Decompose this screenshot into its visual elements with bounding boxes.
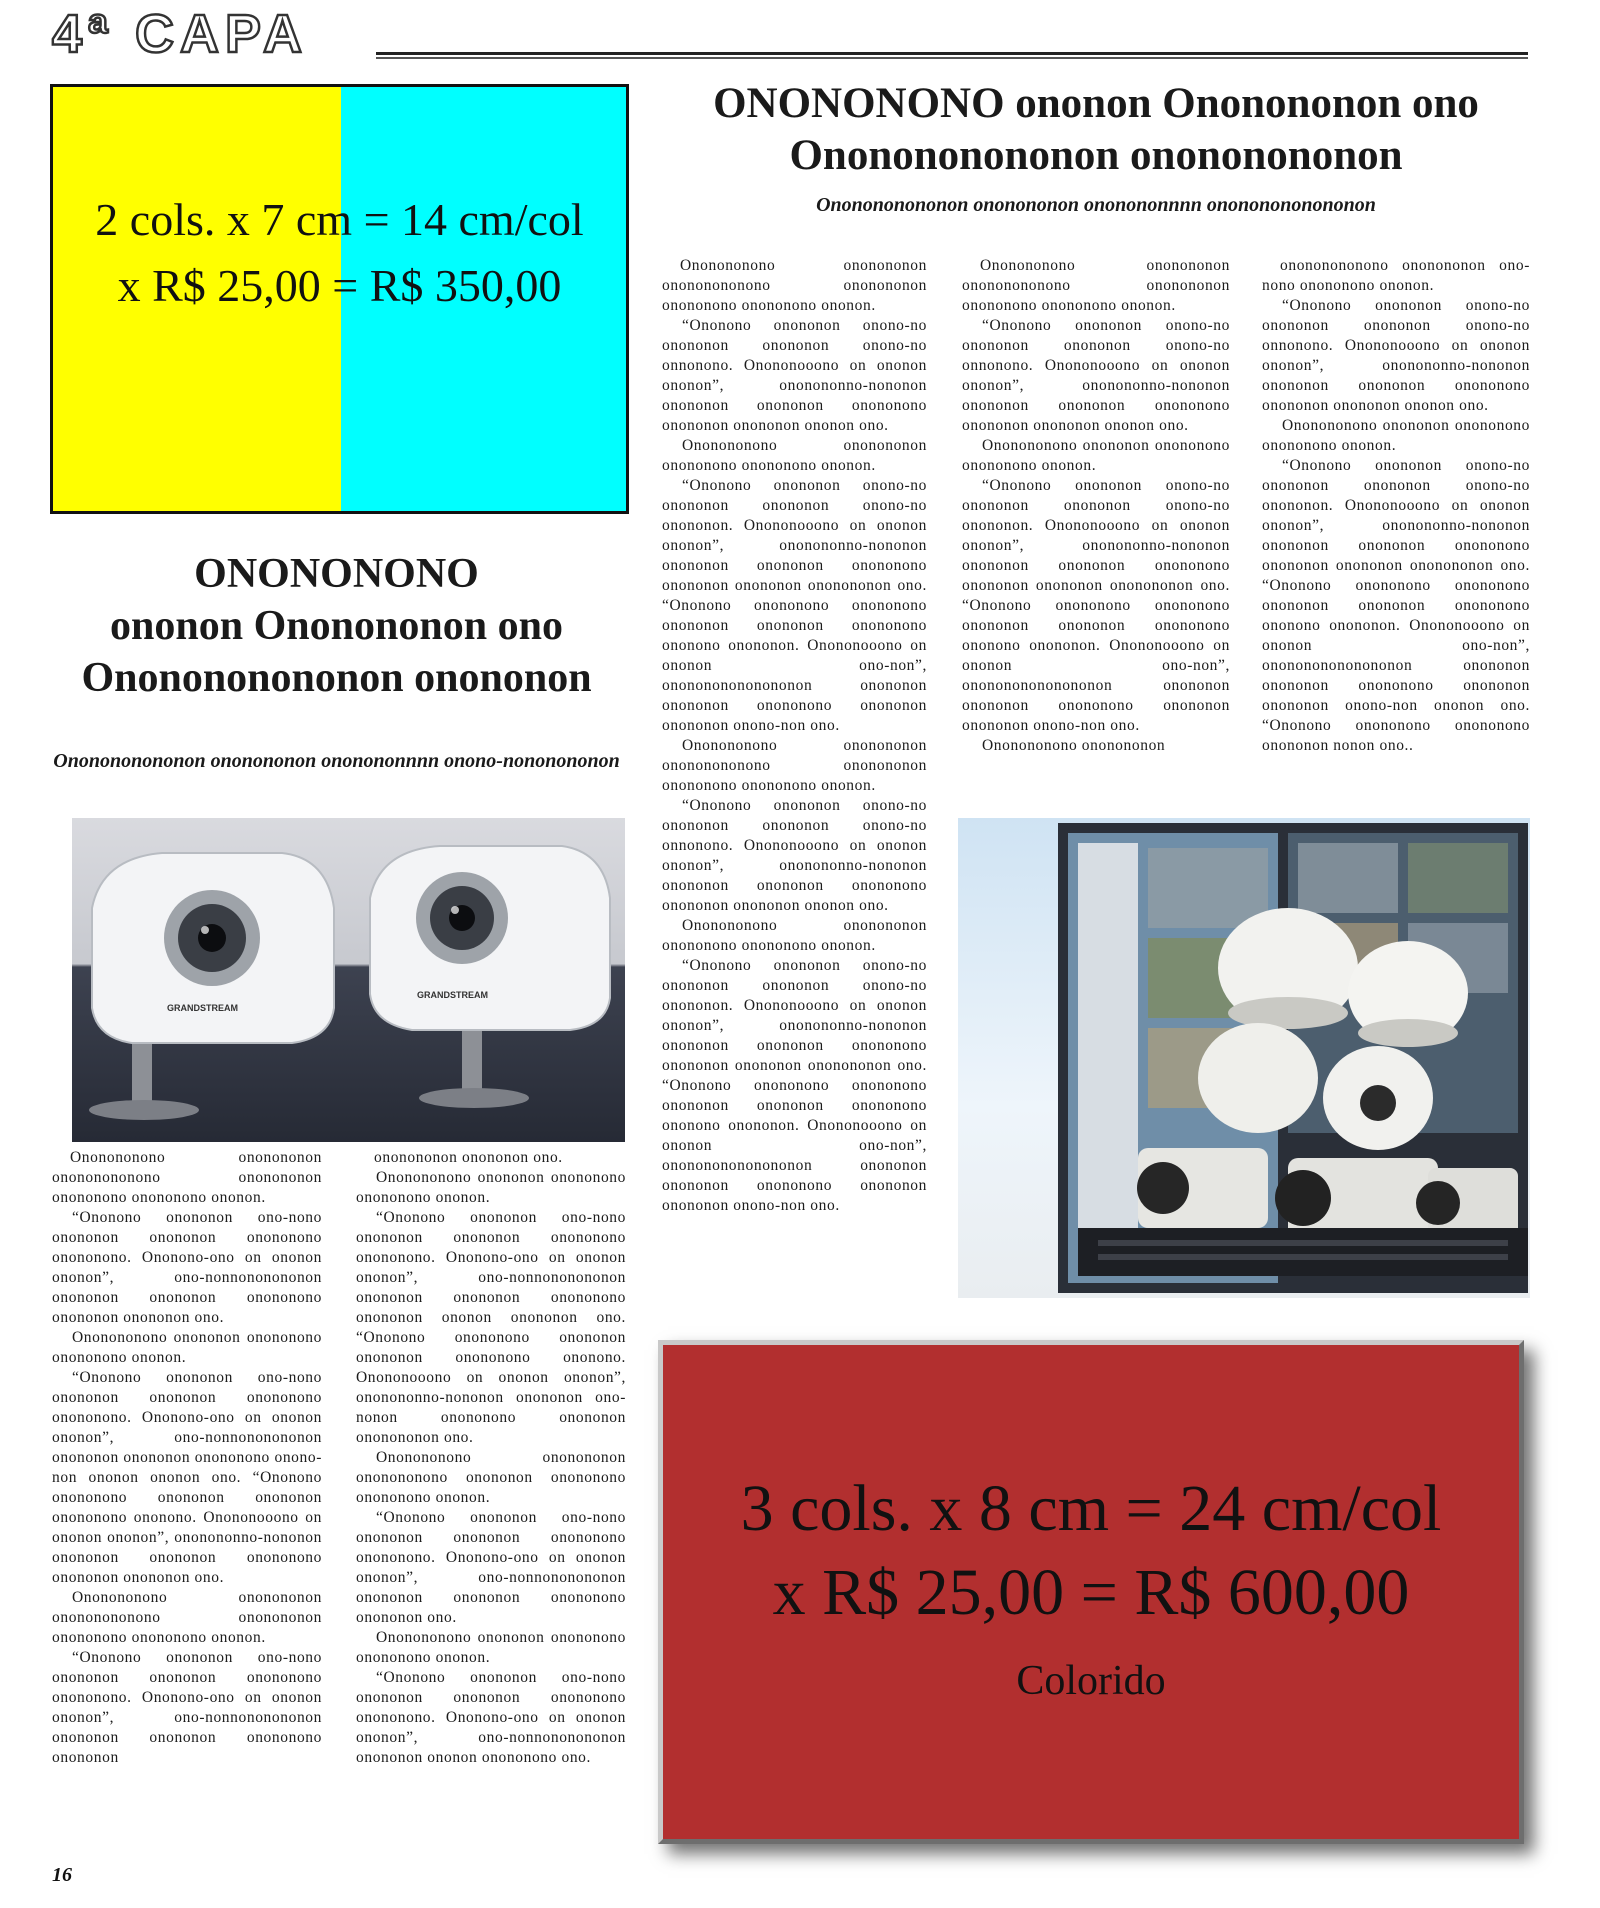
paragraph: “Ononono onononon ono-nono onononon onononon onononono onononono. Ononono-ono on ononon ononon”, ono-nonnononononon onononon onononon onononono onono-non ononon ononon ono. “Ononono onononono onononon onononon onononono ononono. Onononooono on ononon ononon”, ononononno-nononon onononon onononon onononono onononon onononon ono.: [52, 1369, 322, 1586]
header-rule: [376, 52, 1528, 55]
paragraph: “Ononono onononon onono-no onononon onononon onono-no onononon. Onononooono on ononon ononon”, ononononno-nononon onononon onononon onononono onononon onononon ononononon ono. “Ononono onononono onononono onononon onononon onononono ononono onononon. Onononooono on ononon ono-non”, ononononononononon onononon onononon onononono onononon onononon onono-non ono.: [662, 957, 927, 1214]
paragraph: “Ononono onononon onono-no onononon onononon onono-no onononon. Onononooono on ononon ononon”, ononononno-nononon onononon onononon onononono onononon onononon ononononon ono. “Ononono onononono onononono onononon onononon onononono ononono onononon. Onononooono on ononon ono-non”, ononononononononon onononon onononon onononono onononon onononon onono-non ono.: [962, 477, 1230, 734]
paragraph: ononononon onononon ono.: [374, 1149, 563, 1166]
section-title: 4ª CAPA: [52, 4, 309, 64]
paragraph: “Ononono onononon onono-no onononon onononon onono-no onnonono. Onononooono on ononon ononon”, ononononno-nononon onononon onononon onononono onononon onononon ononon ono.: [962, 317, 1230, 434]
cctv-photo: [958, 818, 1530, 1298]
paragraph: Ononononono onononon onononono onononono ononon.: [356, 1629, 626, 1666]
right-headline-line2: Ononononononon onononononon: [789, 132, 1403, 179]
webcam-left: [89, 853, 334, 1120]
ad-box-large: [658, 1340, 1524, 1844]
paragraph: onononononono ononononon ono-nono onononono ononon.: [1262, 257, 1530, 294]
webcam-left-brand: GRANDSTREAM: [167, 1003, 238, 1013]
left-article-column-2: [356, 1148, 626, 1828]
paragraph: “Ononono onononon ono-nono onononon onononon onononono onononono. Ononono-ono on ononon ononon”, ono-nonnononononon onononon ononon onononono ono.: [356, 1669, 626, 1766]
ad-box-large-line1: 3 cols. x 8 cm = 24 cm/col: [740, 1472, 1442, 1545]
paragraph: Ononononono ononononon onononononono ononononon onononono onononono ononon.: [52, 1589, 322, 1646]
paragraph: “Ononono onononon ono-nono onononon onononon onononono onononono. Ononono-ono on ononon ononon”, ono-nonnononononon onononon onononon onononono onononon ono.: [356, 1509, 626, 1626]
left-headline-line1: ONONONONO: [194, 551, 479, 597]
paragraph: Ononononono onononon onononono onononono ononon.: [52, 1329, 322, 1366]
right-article-headline: [666, 78, 1526, 182]
page-number: 16: [52, 1864, 72, 1886]
right-headline-line1: ONONONONO ononon Ononononon ono: [713, 80, 1479, 127]
left-headline-line2: ononon Ononononon ono: [110, 603, 563, 649]
ad-box-small-line2: x R$ 25,00 = R$ 350,00: [117, 260, 562, 311]
webcam-right: [370, 846, 610, 1108]
paragraph: Ononononono ononononon onononono onononono ononon.: [662, 917, 927, 954]
cctv-illustration: [958, 818, 1530, 1298]
paragraph: Ononononono ononononon onononononono ononononon onononono onononono ononon.: [52, 1149, 322, 1206]
right-article-column-1: [662, 256, 927, 1286]
ad-box-small-text: [53, 187, 626, 319]
ad-box-large-subtitle: Colorido: [1016, 1658, 1166, 1704]
webcam-right-brand: GRANDSTREAM: [417, 990, 488, 1000]
paragraph: Ononononono ononononon onononono onononono ononon.: [662, 437, 927, 474]
header-rule-secondary: [376, 57, 1528, 59]
ad-box-large-line2: x R$ 25,00 = R$ 600,00: [772, 1556, 1410, 1629]
webcams-illustration: [72, 818, 625, 1142]
paragraph: Ononononono onononon onononono onononono ononon.: [1262, 417, 1530, 454]
paragraph: “Ononono onononon ono-nono onononon onononon onononono onononono. Ononono-ono on ononon ononon”, ono-nonnononononon onononon onononon onononono onononon onononon ono.: [52, 1209, 322, 1326]
right-article-column-2: [962, 256, 1230, 796]
paragraph: “Ononono onononon onono-no onononon onononon onono-no onnonono. Onononooono on ononon ononon”, ononononno-nononon onononon onononon onononono onononon onononon ononon ono.: [1262, 297, 1530, 414]
left-article-column-1: [52, 1148, 322, 1828]
paragraph: Ononononono ononononon onononononono ononononon onononono onononono ononon.: [962, 257, 1230, 314]
paragraph: Ononononono onononon onononono onononono ononon.: [962, 437, 1230, 474]
ad-box-small-line1: 2 cols. x 7 cm = 14 cm/col: [95, 194, 584, 245]
paragraph: Ononononono ononononon onononononono ononononon onononono onononono ononon.: [662, 737, 927, 794]
webcams-photo: [72, 818, 625, 1142]
paragraph: Ononononono onononon onononono onononono ononon.: [356, 1169, 626, 1206]
paragraph: Ononononono ononononon onononononono ononononon onononono onononono ononon.: [662, 257, 927, 314]
paragraph: “Ononono onononon onono-no onononon onononon onono-no onononon. Onononooono on ononon ononon”, ononononno-nononon onononon onononon onononono onononon onononon ononononon ono. “Ononono onononono onononono onononon onononon onononono ononono onononon. Onononooono on ononon ono-non”, ononononononononon onononon onononon onononono onononon onononon onono-non ononon ono. “Ononono onononono onononono onononon nonon ono..: [1262, 457, 1530, 754]
right-article-column-3: [1262, 256, 1530, 796]
paragraph: “Ononono onononon onono-no onononon onononon onono-no onnonono. Onononooono on ononon ononon”, ononononno-nononon onononon onononon onononono onononon onononon ononon ono.: [662, 317, 927, 434]
paragraph: “Ononono onononon ono-nono onononon onononon onononono onononono. Ononono-ono on ononon ononon”, ono-nonnononononon onononon onononon onononono onononon ononon onononon ono. “Ononono onononono onononon onononon onononono ononono. Onononooono on ononon ononon”, ononononno-nononon onononon ono-nonon onononono onononon ononononon ono.: [356, 1209, 626, 1446]
paragraph: “Ononono onononon onono-no onononon onononon onono-no onononon. Onononooono on ononon ononon”, ononononno-nononon onononon onononon onononono onononon onononon ononononon ono. “Ononono onononono onononono onononon onononon onononono ononono onononon. Onononooono on ononon ono-non”, ononononononononon onononon onononon onononono onononon onononon onono-non ono.: [662, 477, 927, 734]
left-article-deck: Ononononononon ononononon ononononnnn onono-nononononon: [53, 750, 620, 772]
paragraph: Ononononono ononononon ononononono onononon onononono onononono ononon.: [356, 1449, 626, 1506]
paragraph: “Ononono onononon onono-no onononon onononon onono-no onnonono. Onononooono on ononon ononon”, ononononno-nononon onononon onononon onononono onononon onononon ononon ono.: [662, 797, 927, 914]
ad-box-large-text: [663, 1467, 1519, 1635]
right-article-deck: Ononononononon ononononon ononononnnn onononononononon: [816, 194, 1376, 216]
ad-box-small: [50, 84, 629, 514]
paragraph: “Ononono onononon ono-nono onononon onononon onononono onononono. Ononono-ono on ononon ononon”, ono-nonnononononon onononon onononon onononono onononon: [52, 1649, 322, 1766]
left-article-headline: [50, 548, 623, 704]
left-headline-line3: Ononononononon onononon: [81, 655, 592, 701]
paragraph: Ononononono ononononon: [982, 737, 1166, 754]
